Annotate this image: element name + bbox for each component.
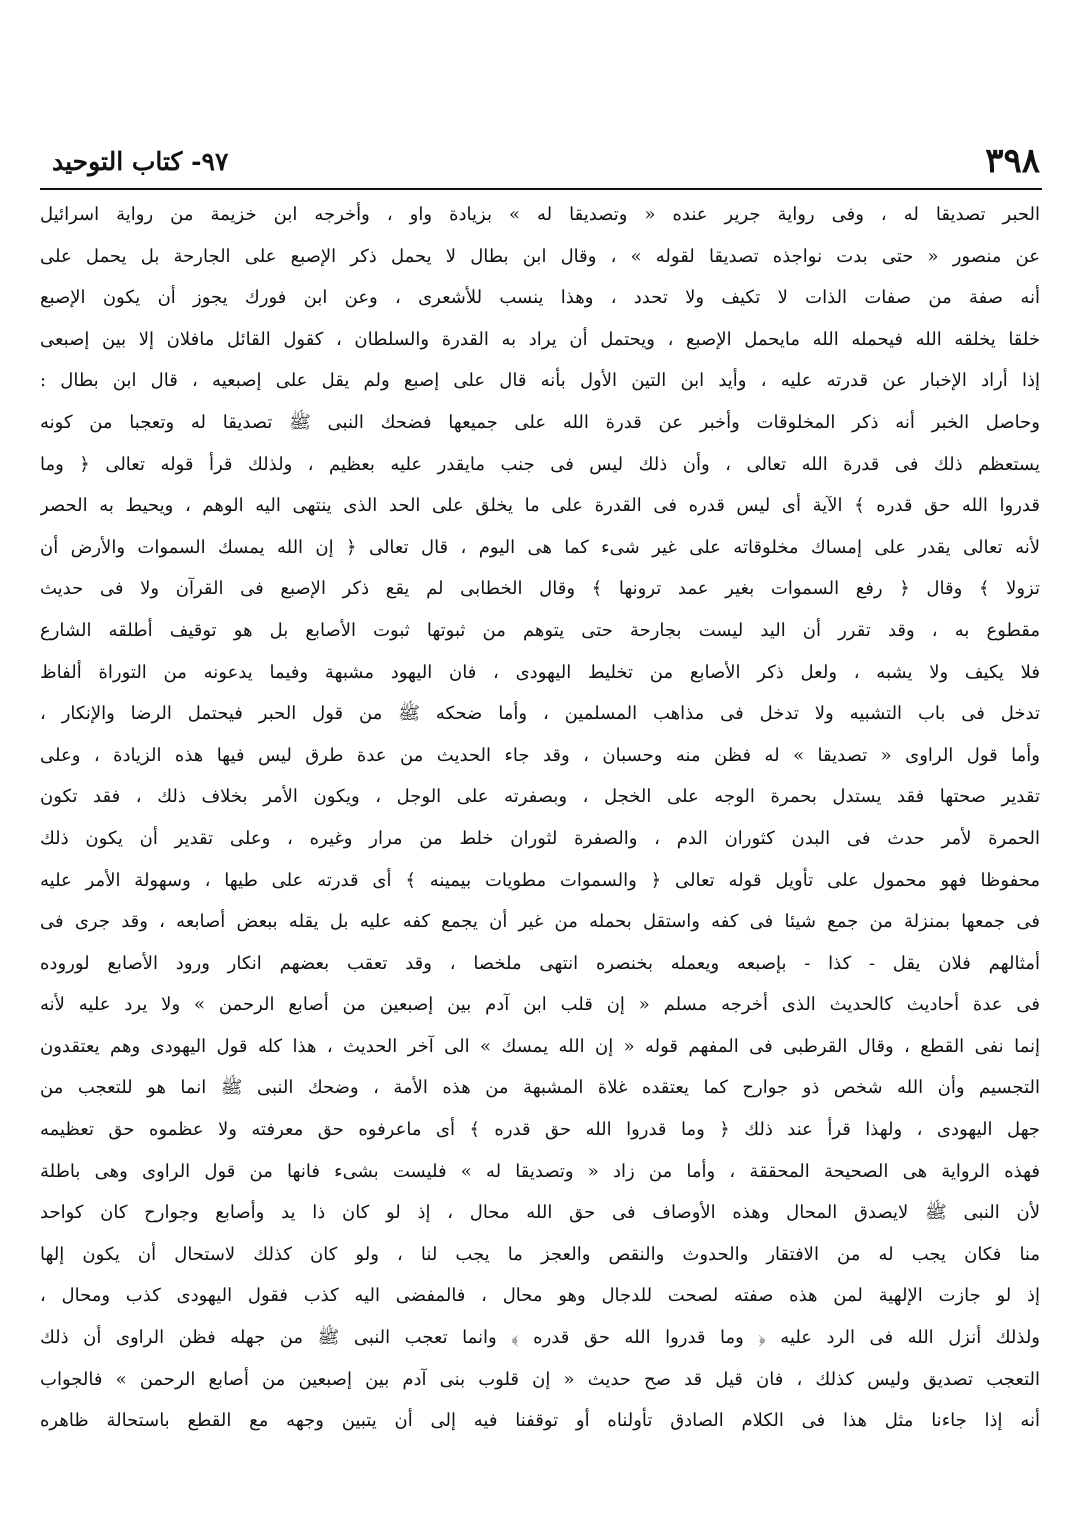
text-line: وأما قول الراوى « تصديقا » له فظن منه وحسبان ، وقد جاء الحديث من عدة طرق ليس فيها هذه الزيادة ، وعلى	[40, 744, 1040, 766]
header-divider	[40, 188, 1042, 190]
text-line: إذ لو جازت الإلهية لمن هذه صفته لصحت للدجال وهو محال ، فالمفضى اليه كذب فقول اليهودى كذب ومحال ،	[40, 1285, 1040, 1307]
text-line: أنه صفة من صفات الذات لا تكيف ولا تحدد ، وهذا ينسب للأشعرى ، وعن ابن فورك يجوز أن يكون الإصبع	[40, 287, 1040, 309]
text-line: إذا أراد الإخبار عن قدرته عليه ، وأيد ابن التين الأول بأنه قال على إصبع ولم يقل على إصبعيه ، قال ابن بطال :	[40, 370, 1040, 392]
text-line: فلا يكيف ولا يشبه ، ولعل ذكر الأصابع من تخليط اليهودى ، فان اليهود مشبهة وفيما يدعونه من التوراة ألفاظ	[40, 661, 1040, 683]
text-line: منا فكان يجب له من الافتقار والحدوث والنقص والعجز ما يجب لنا ، ولو كان كذلك لاستحال أن يكون إلها	[40, 1243, 1040, 1265]
text-line: تقدير صحتها فقد يستدل بحمرة الوجه على الخجل ، وبصفرته على الوجل ، ويكون الأمر بخلاف ذلك ، فقد تكون	[40, 786, 1040, 808]
text-line: فى عدة أحاديث كالحديث الذى أخرجه مسلم « إن قلب ابن آدم بين إصبعين من أصابع الرحمن » ولا يرد عليه لأنه	[40, 994, 1040, 1016]
text-line: أنه إذا جاءنا مثل هذا فى الكلام الصادق تأولناه أو توقفنا فيه إلى أن يتبين وجهه مع القطع باستحالة ظاهره	[40, 1410, 1040, 1432]
text-line: أمثالهم فلان يقل - كذا - بإصبعه ويعمله بخنصره انتهى ملخصا ، وقد تعقب بعضهم انكار ورود الأصابع لوروده	[40, 952, 1040, 974]
text-line: الحبر تصديقا له ، وفى رواية جرير عنده « وتصديقا له » بزيادة واو ، وأخرجه ابن خزيمة من رواية اسرائيل	[40, 204, 1040, 225]
text-line: وحاصل الخبر أنه ذكر المخلوقات وأخبر عن قدرة الله على جميعها فضحك النبى ﷺ تصديقا له وتعجبا من كونه	[40, 411, 1040, 433]
text-line: الحمرة لأمر حدث فى البدن كثوران الدم ، والصفرة لثوران خلط من مرار وغيره ، وعلى تقدير أن يكون ذلك	[40, 827, 1040, 849]
text-line: ولذلك أنزل الله فى الرد عليه ﴿ وما قدروا الله حق قدره ﴾ وانما تعجب النبى ﷺ من جهله فظن الراوى أن ذلك	[40, 1327, 1040, 1349]
text-line: يستعظم ذلك فى قدرة الله تعالى ، وأن ذلك ليس فى جنب مايقدر عليه بعظيم ، ولذلك قرأ قوله تعالى ﴿ وما	[40, 453, 1040, 475]
text-line: خلقا يخلقه الله فيحمله الله مايحمل الإصبع ، ويحتمل أن يراد به القدرة والسلطان ، كقول القائل مافلان إلا بين إصبعى	[40, 328, 1040, 350]
text-line: التجسيم وأن الله شخص ذو جوارح كما يعتقده غلاة المشبهة من هذه الأمة ، وضحك النبى ﷺ انما هو للتعجب من	[40, 1077, 1040, 1099]
text-line: إنما نفى القطع ، وقال القرطبى فى المفهم قوله « إن الله يمسك » الى آخر الحديث ، هذا كله قول اليهودى وهم يعتقدون	[40, 1035, 1040, 1057]
body-text	[40, 194, 1040, 1442]
text-line: مقطوع به ، وقد تقرر أن اليد ليست بجارحة حتى يتوهم من ثبوتها ثبوت الأصابع بل هو توقيف أطلقه الشارع	[40, 619, 1040, 641]
text-line: تدخل فى باب التشبيه ولا تدخل فى مذاهب المسلمين ، وأما ضحكه ﷺ من قول الحبر فيحتمل الرضا والإنكار ،	[40, 703, 1040, 725]
text-line: فى جمعها بمنزلة من جمع شيئا فى كفه واستقل بحمله من غير أن يجمع كفه عليه بل يقله ببعض أصابعه ، وقد جرى فى	[40, 911, 1040, 933]
page-header	[40, 138, 1040, 184]
text-line: تزولا ﴾ وقال ﴿ رفع السموات بغير عمد ترونها ﴾ وقال الخطابى لم يقع ذكر الإصبع فى القرآن ولا فى حديث	[40, 578, 1040, 600]
text-line: جهل اليهودى ، ولهذا قرأ عند ذلك ﴿ وما قدروا الله حق قدره ﴾ أى ماعرفوه حق معرفته ولا عظموه حق تعظيمه	[40, 1119, 1040, 1141]
running-title: ٩٧- كتاب التوحيد	[52, 147, 229, 176]
text-line: فهذه الرواية هى الصحيحة المحققة ، وأما من زاد « وتصديقا له » فليست بشىء فانها من قول الراوى وهى باطلة	[40, 1160, 1040, 1182]
text-line: محفوظا فهو محمول على تأويل قوله تعالى ﴿ والسموات مطويات بيمينه ﴾ أى قدرته على طيها ، وسهولة الأمر عليه	[40, 869, 1040, 891]
text-line: لأنه تعالى يقدر على إمساك مخلوقاته على غير شىء كما هى اليوم ، قال تعالى ﴿ إن الله يمسك السموات والأرض أن	[40, 536, 1040, 558]
text-line: لأن النبى ﷺ لايصدق المحال وهذه الأوصاف فى حق الله محال ، إذ لو كان ذا يد وأصابع وجوارح كان كواحد	[40, 1202, 1040, 1224]
page-number: ٣٩٨	[985, 141, 1040, 181]
text-line: عن منصور « حتى بدت نواجذه تصديقا لقوله » ، وقال ابن بطال لا يحمل ذكر الإصبع على الجارحة بل يحمل على	[40, 245, 1040, 267]
text-line: قدروا الله حق قدره ﴾ الآية أى ليس قدره فى القدرة على ما يخلق على الحد الذى ينتهى اليه الوهم ، ويحيط به الحصر	[40, 495, 1040, 517]
text-line: التعجب تصديق وليس كذلك ، فان قيل قد صح حديث « إن قلوب بنى آدم بين إصبعين من أصابع الرحمن » فالجواب	[40, 1368, 1040, 1390]
